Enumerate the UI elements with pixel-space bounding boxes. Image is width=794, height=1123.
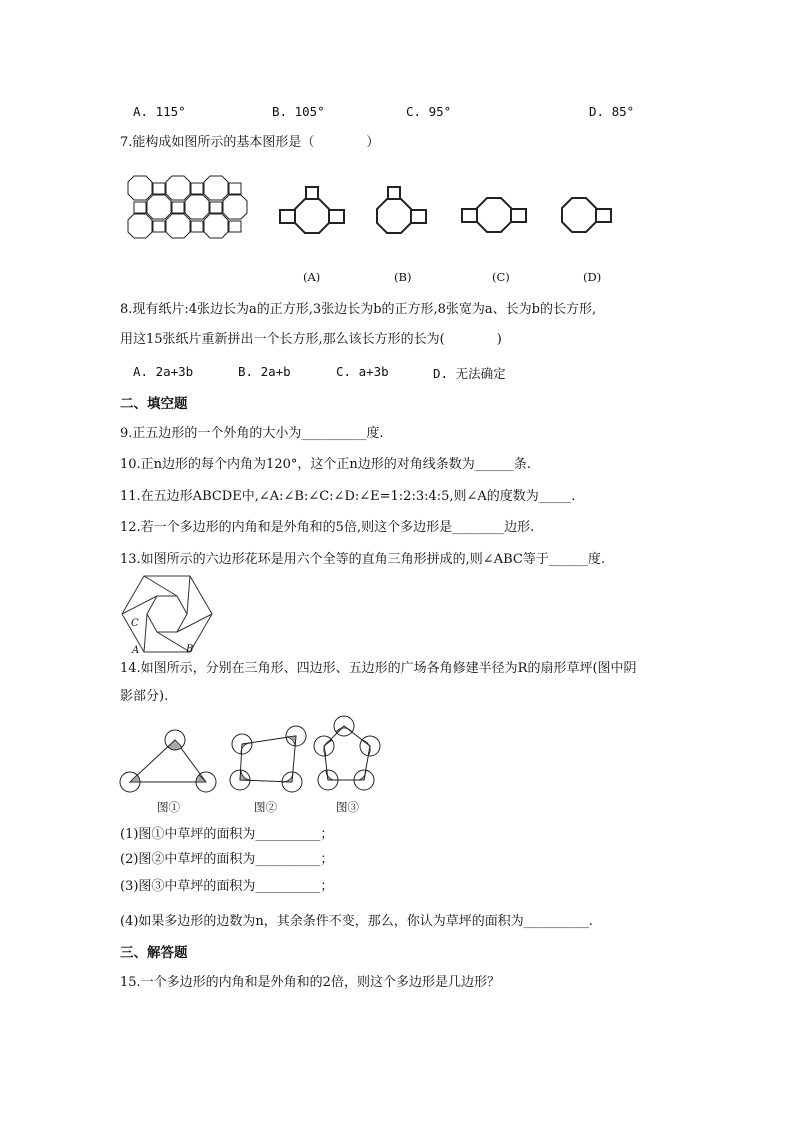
q11: 11.在五边形ABCDE中,∠A:∠B:∠C:∠D:∠E=1:2:3:4:5,则∠A的度数为_____. <box>120 489 576 504</box>
q13-label-a: A <box>132 645 140 656</box>
q8-line1: 8.现有纸片:4张边长为a的正方形,3张边长为b的正方形,8张宽为a、长为b的长方形, <box>120 302 597 317</box>
q7-option-c-figure <box>460 194 530 238</box>
q7-label-c: (C) <box>492 270 510 284</box>
q14-fig2-quadrilateral <box>228 722 308 796</box>
q7-option-a-figure <box>278 187 348 239</box>
q7-option-b-figure <box>374 187 434 239</box>
q10: 10.正n边形的每个内角为120°，这个正n边形的对角线条数为______条. <box>120 457 531 472</box>
q7-label-b: (B) <box>394 270 412 284</box>
q14-fig2-label: 图② <box>254 800 277 814</box>
q14-sub3: (3)图③中草坪的面积为__________； <box>120 879 334 894</box>
q14-line2: 影部分). <box>120 689 169 704</box>
q6-option-b: B. 105° <box>272 104 325 119</box>
q14-fig3-pentagon <box>314 712 388 794</box>
q13-stem: 13.如图所示的六边形花环是用六个全等的直角三角形拼成的,则∠ABC等于______度. <box>120 552 605 567</box>
q7-label-d: (D) <box>583 270 602 284</box>
q8-option-a: A. 2a+3b <box>133 364 194 379</box>
q7-stem: 7.能构成如图所示的基本图形是（ ） <box>120 135 380 150</box>
q14-sub2: (2)图②中草坪的面积为__________； <box>120 852 334 867</box>
q14-sub1: (1)图①中草坪的面积为__________； <box>120 827 334 842</box>
section-3-heading: 三、解答题 <box>120 945 188 961</box>
q6-option-c: C. 95° <box>406 104 452 119</box>
q8-line2: 用这15张纸片重新拼出一个长方形,那么该长方形的长为( ) <box>120 332 502 347</box>
q13-label-c: C <box>131 618 139 629</box>
q7-option-d-figure <box>558 194 618 238</box>
q6-option-d: D. 85° <box>589 104 635 119</box>
q7-tiling-figure <box>128 176 252 240</box>
q15: 15.一个多边形的内角和是外角和的2倍，则这个多边形是几边形？ <box>120 975 500 990</box>
q6-option-a: A. 115° <box>133 104 186 119</box>
q14-fig1-label: 图① <box>157 800 180 814</box>
q14-sub4: (4)如果多边形的边数为n，其余条件不变，那么，你认为草坪的面积为__________. <box>120 914 593 929</box>
q13-hexagon-garland-figure <box>120 574 214 654</box>
q9: 9.正五边形的一个外角的大小为__________度. <box>120 426 384 441</box>
q7-label-a: (A) <box>303 270 321 284</box>
q13-label-b: B <box>186 644 194 655</box>
section-2-heading: 二、填空题 <box>120 396 188 412</box>
q14-fig3-label: 图③ <box>336 800 359 814</box>
q14-fig1-triangle <box>120 728 220 792</box>
q12: 12.若一个多边形的内角和是外角和的5倍,则这个多边形是________边形. <box>120 520 535 535</box>
q8-option-b: B. 2a+b <box>238 364 291 379</box>
q14-line1: 14.如图所示，分别在三角形、四边形、五边形的广场各角修建半径为R的扇形草坪(图中阴 <box>120 661 637 676</box>
q8-option-d: D. 无法确定 <box>433 366 506 381</box>
q8-option-c: C. a+3b <box>336 364 389 379</box>
